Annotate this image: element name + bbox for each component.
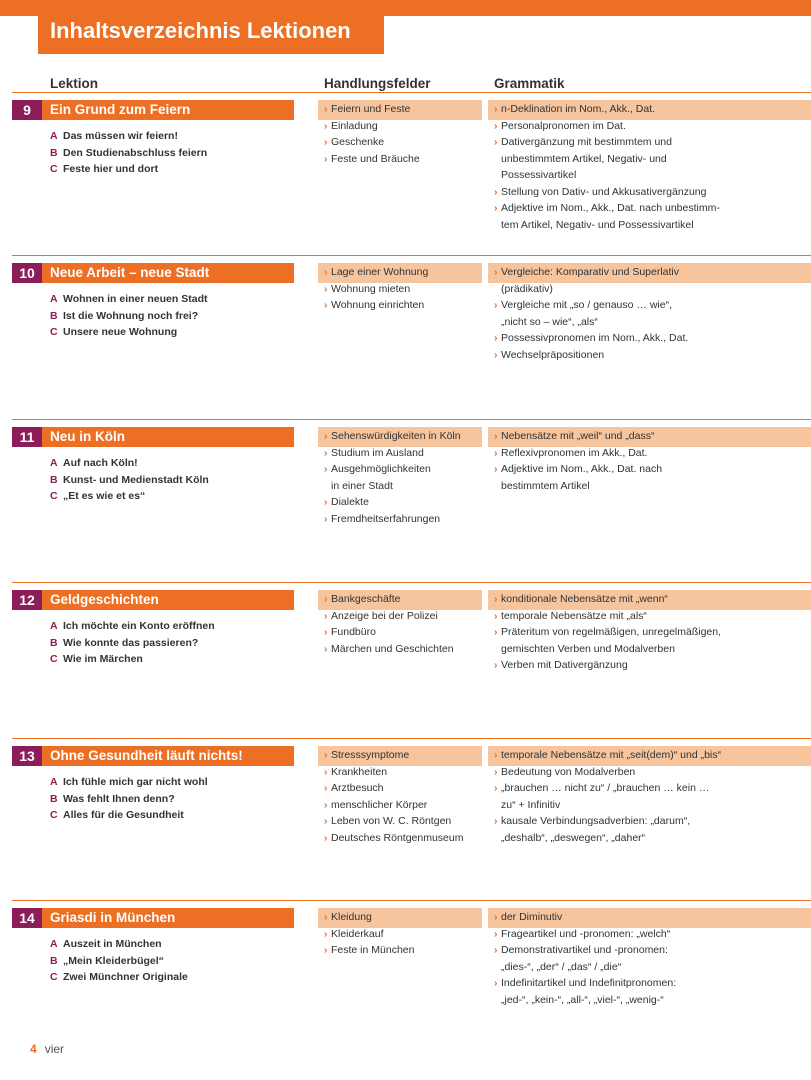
subtopic — [50, 161, 312, 178]
subtopic-letter: B — [50, 146, 58, 159]
bullet-arrow-icon: › — [324, 593, 328, 605]
subtopic — [50, 969, 312, 986]
grammatik-item-text: Demonstrativartikel und -pronomen: — [501, 944, 668, 956]
grammatik-item-text: kausale Verbindungsadverbien: „darum“, — [501, 815, 691, 827]
grammatik-list — [494, 909, 810, 1008]
section-divider — [12, 92, 811, 93]
column-header-handlungsfelder: Handlungsfelder — [324, 76, 431, 91]
grammatik-item — [494, 909, 810, 926]
subtopic-list — [50, 291, 312, 341]
lesson-title: Griasdi in München — [42, 908, 294, 928]
handlungsfelder-item — [324, 101, 489, 118]
bullet-arrow-icon: › — [494, 185, 498, 198]
subtopic-letter: B — [50, 309, 58, 322]
grammatik-item — [494, 151, 810, 168]
grammatik-item-text: „nicht so – wie“, „als“ — [501, 315, 598, 328]
handlungsfelder-item — [324, 830, 489, 847]
lesson-title: Geldgeschichten — [42, 590, 294, 610]
handlungsfelder-item — [324, 608, 489, 625]
subtopic-text: Ist die Wohnung noch frei? — [63, 309, 199, 322]
grammatik-item — [494, 134, 810, 151]
bullet-arrow-icon: › — [324, 266, 328, 278]
subtopic — [50, 455, 312, 472]
subtopic — [50, 324, 312, 341]
handlungsfelder-item-text: Feiern und Feste — [331, 103, 411, 115]
subtopic — [50, 791, 312, 808]
subtopic — [50, 291, 312, 308]
grammatik-item-text: „deshalb“, „deswegen“, „daher“ — [501, 831, 646, 844]
grammatik-item — [494, 428, 810, 445]
grammatik-item-text: Vergleiche: Komparativ und Superlativ — [501, 266, 680, 278]
subtopic — [50, 635, 312, 652]
subtopic-list — [50, 618, 312, 668]
handlungsfelder-item — [324, 428, 489, 445]
subtopic-text: Auf nach Köln! — [63, 457, 138, 469]
grammatik-item — [494, 445, 810, 462]
bullet-arrow-icon: › — [324, 430, 328, 442]
handlungsfelder-item — [324, 926, 489, 943]
handlungsfelder-item — [324, 264, 489, 281]
grammatik-item-text: Possessivartikel — [501, 169, 577, 181]
handlungsfelder-item — [324, 813, 489, 830]
subtopic-letter: A — [50, 293, 58, 305]
handlungsfelder-item — [324, 764, 489, 781]
subtopic-text: Auszeit in München — [63, 938, 162, 950]
subtopic-letter: B — [50, 636, 58, 649]
bullet-arrow-icon: › — [324, 512, 328, 525]
handlungsfelder-item — [324, 297, 489, 314]
grammatik-item — [494, 608, 810, 625]
lesson-number: 14 — [12, 908, 42, 928]
bullet-arrow-icon: › — [494, 136, 498, 148]
subtopic — [50, 807, 312, 824]
lesson-number: 12 — [12, 590, 42, 610]
grammatik-item — [494, 217, 810, 234]
bullet-arrow-icon: › — [494, 103, 498, 115]
bullet-arrow-icon: › — [494, 430, 498, 442]
grammatik-item — [494, 780, 810, 797]
handlungsfelder-item-text: Leben von W. C. Röntgen — [331, 815, 452, 827]
grammatik-item — [494, 461, 810, 478]
bullet-arrow-icon: › — [494, 626, 498, 638]
lesson-number: 13 — [12, 746, 42, 766]
grammatik-item-text: „brauchen … nicht zu“ / „brauchen … kein … — [501, 782, 710, 794]
handlungsfelder-item-text: Bankgeschäfte — [331, 593, 401, 605]
bullet-arrow-icon: › — [324, 282, 328, 295]
subtopic-text: Den Studienabschluss feiern — [63, 146, 208, 159]
subtopic-text: Unsere neue Wohnung — [63, 326, 178, 338]
handlungsfelder-item — [324, 511, 489, 528]
grammatik-item — [494, 830, 810, 847]
handlungsfelder-item — [324, 461, 489, 478]
subtopic-text: Ich fühle mich gar nicht wohl — [63, 776, 208, 788]
handlungsfelder-list — [324, 747, 489, 846]
grammatik-item-text: Frageartikel und -pronomen: „welch“ — [501, 927, 671, 940]
subtopic — [50, 618, 312, 635]
subtopic-text: Ich möchte ein Konto eröffnen — [63, 620, 215, 632]
subtopic-letter: B — [50, 954, 58, 967]
grammatik-item-text: Verben mit Dativergänzung — [501, 659, 628, 671]
subtopic-list — [50, 774, 312, 824]
grammatik-item — [494, 167, 810, 184]
subtopic-list — [50, 936, 312, 986]
handlungsfelder-item-text: Wohnung mieten — [331, 282, 411, 295]
subtopic-list — [50, 455, 312, 505]
grammatik-item-text: Personalpronomen im Dat. — [501, 119, 626, 132]
handlungsfelder-item — [324, 118, 489, 135]
grammatik-item-text: Wechselpräpositionen — [501, 348, 605, 361]
grammatik-item-text: n-Deklination im Nom., Akk., Dat. — [501, 103, 656, 115]
grammatik-item-text: Adjektive im Nom., Akk., Dat. nach — [501, 463, 663, 475]
bullet-arrow-icon: › — [324, 463, 328, 475]
column-header-grammatik: Grammatik — [494, 76, 565, 91]
grammatik-item — [494, 281, 810, 298]
grammatik-item-text: „dies-“, „der“ / „das“ / „die“ — [501, 960, 622, 973]
subtopic-text: Feste hier und dort — [63, 163, 159, 175]
subtopic-letter: A — [50, 620, 58, 632]
bullet-arrow-icon: › — [324, 446, 328, 459]
bullet-arrow-icon: › — [324, 103, 328, 115]
grammatik-list — [494, 264, 810, 363]
handlungsfelder-item — [324, 780, 489, 797]
subtopic-text: Wohnen in einer neuen Stadt — [63, 293, 208, 305]
grammatik-item-text: tem Artikel, Negativ- und Possessivartikel — [501, 218, 694, 231]
bullet-arrow-icon: › — [324, 496, 328, 508]
handlungsfelder-list — [324, 591, 489, 657]
handlungsfelder-item — [324, 641, 489, 658]
grammatik-item — [494, 764, 810, 781]
bullet-arrow-icon: › — [494, 609, 498, 622]
bullet-arrow-icon: › — [324, 299, 328, 311]
handlungsfelder-item-text: Märchen und Geschichten — [331, 642, 454, 655]
subtopic — [50, 128, 312, 145]
bullet-arrow-icon: › — [494, 659, 498, 671]
handlungsfelder-item — [324, 478, 489, 495]
handlungsfelder-item — [324, 747, 489, 764]
section-divider — [12, 419, 811, 420]
handlungsfelder-list — [324, 264, 489, 314]
handlungsfelder-item-text: Wohnung einrichten — [331, 299, 425, 311]
grammatik-item-text: (prädikativ) — [501, 282, 553, 295]
handlungsfelder-item-text: Einladung — [331, 119, 378, 132]
bullet-arrow-icon: › — [324, 765, 328, 778]
handlungsfelder-item-text: Krankheiten — [331, 765, 388, 778]
bullet-arrow-icon: › — [324, 831, 328, 844]
grammatik-list — [494, 101, 810, 233]
subtopic-letter: C — [50, 163, 58, 175]
grammatik-item-text: Possessivpronomen im Nom., Akk., Dat. — [501, 332, 689, 344]
subtopic — [50, 936, 312, 953]
grammatik-item — [494, 264, 810, 281]
grammatik-item — [494, 314, 810, 331]
bullet-arrow-icon: › — [324, 911, 328, 923]
grammatik-item — [494, 813, 810, 830]
grammatik-item-text: Präteritum von regelmäßigen, unregelmäßigen, — [501, 626, 722, 638]
bullet-arrow-icon: › — [324, 782, 328, 794]
handlungsfelder-item-text: menschlicher Körper — [331, 798, 428, 811]
subtopic-text: Was fehlt Ihnen denn? — [63, 792, 175, 805]
handlungsfelder-item-text: Arztbesuch — [331, 782, 384, 794]
handlungsfelder-item — [324, 134, 489, 151]
subtopic-text: Wie im Märchen — [63, 653, 143, 665]
bullet-arrow-icon: › — [494, 765, 498, 778]
handlungsfelder-item — [324, 797, 489, 814]
grammatik-list — [494, 428, 810, 494]
page-word: vier — [44, 1042, 65, 1056]
grammatik-item — [494, 641, 810, 658]
handlungsfelder-item — [324, 909, 489, 926]
subtopic-letter: C — [50, 653, 58, 665]
handlungsfelder-item-text: Studium im Ausland — [331, 446, 424, 459]
subtopic-letter: A — [50, 938, 58, 950]
handlungsfelder-item — [324, 281, 489, 298]
bullet-arrow-icon: › — [494, 927, 498, 940]
grammatik-item-text: der Diminutiv — [501, 911, 563, 923]
grammatik-item-text: Vergleiche mit „so / genauso … wie“, — [501, 299, 672, 311]
bullet-arrow-icon: › — [324, 119, 328, 132]
section-divider — [12, 255, 811, 256]
grammatik-item — [494, 797, 810, 814]
grammatik-item-text: Reflexivpronomen im Akk., Dat. — [501, 446, 648, 459]
grammatik-item — [494, 478, 810, 495]
subtopic-letter: B — [50, 473, 58, 486]
grammatik-item — [494, 297, 810, 314]
handlungsfelder-item — [324, 591, 489, 608]
grammatik-item-text: „jed-“, „kein-“, „all-“, „viel-“, „wenig-“ — [501, 993, 664, 1006]
bullet-arrow-icon: › — [324, 815, 328, 827]
subtopic-letter: A — [50, 130, 58, 142]
handlungsfelder-item-text: in einer Stadt — [331, 479, 393, 492]
subtopic-text: Kunst- und Medienstadt Köln — [63, 473, 209, 486]
grammatik-item — [494, 926, 810, 943]
grammatik-item — [494, 975, 810, 992]
bullet-arrow-icon: › — [494, 815, 498, 827]
subtopic-letter: C — [50, 326, 58, 338]
bullet-arrow-icon: › — [324, 609, 328, 622]
section-divider — [12, 738, 811, 739]
grammatik-item — [494, 992, 810, 1009]
subtopic-letter: B — [50, 792, 58, 805]
bullet-arrow-icon: › — [494, 446, 498, 459]
bullet-arrow-icon: › — [324, 798, 328, 811]
handlungsfelder-item-text: Kleiderkauf — [331, 927, 384, 940]
subtopic — [50, 488, 312, 505]
handlungsfelder-list — [324, 428, 489, 527]
grammatik-item-text: temporale Nebensätze mit „seit(dem)“ und „bis“ — [501, 749, 721, 761]
bullet-arrow-icon: › — [494, 977, 498, 989]
grammatik-item-text: Dativergänzung mit bestimmtem und — [501, 136, 672, 148]
grammatik-item — [494, 118, 810, 135]
lesson-number: 10 — [12, 263, 42, 283]
section-divider — [12, 582, 811, 583]
grammatik-item-text: Nebensätze mit „weil“ und „dass“ — [501, 430, 655, 442]
subtopic-letter: A — [50, 457, 58, 469]
grammatik-item — [494, 101, 810, 118]
lesson-title: Ein Grund zum Feiern — [42, 100, 294, 120]
subtopic — [50, 472, 312, 489]
grammatik-item-text: Stellung von Dativ- und Akkusativergänzung — [501, 185, 707, 198]
page-footer — [30, 1042, 64, 1056]
bullet-arrow-icon: › — [494, 749, 498, 761]
bullet-arrow-icon: › — [494, 119, 498, 132]
handlungsfelder-item — [324, 494, 489, 511]
handlungsfelder-item-text: Deutsches Röntgenmuseum — [331, 831, 464, 844]
grammatik-item-text: gemischten Verben und Modalverben — [501, 642, 675, 655]
bullet-arrow-icon: › — [324, 944, 328, 956]
grammatik-item — [494, 657, 810, 674]
section-divider — [12, 900, 811, 901]
column-header-lektion: Lektion — [50, 76, 99, 91]
handlungsfelder-item-text: Stresssymptome — [331, 749, 410, 761]
bullet-arrow-icon: › — [324, 626, 328, 638]
grammatik-item — [494, 959, 810, 976]
handlungsfelder-item-text: Feste in München — [331, 944, 415, 956]
grammatik-item — [494, 184, 810, 201]
handlungsfelder-list — [324, 909, 489, 959]
handlungsfelder-item — [324, 151, 489, 168]
lesson-number: 11 — [12, 427, 42, 447]
handlungsfelder-item-text: Kleidung — [331, 911, 372, 923]
subtopic — [50, 953, 312, 970]
grammatik-item — [494, 942, 810, 959]
subtopic-list — [50, 128, 312, 178]
lesson-title: Neue Arbeit – neue Stadt — [42, 263, 294, 283]
grammatik-item — [494, 747, 810, 764]
handlungsfelder-item — [324, 942, 489, 959]
handlungsfelder-item-text: Feste und Bräuche — [331, 152, 420, 165]
bullet-arrow-icon: › — [494, 299, 498, 311]
grammatik-item — [494, 591, 810, 608]
handlungsfelder-item — [324, 445, 489, 462]
bullet-arrow-icon: › — [494, 463, 498, 475]
subtopic-text: Wie konnte das passieren? — [63, 636, 199, 649]
handlungsfelder-item — [324, 624, 489, 641]
grammatik-list — [494, 747, 810, 846]
handlungsfelder-item-text: Fremdheitserfahrungen — [331, 512, 441, 525]
bullet-arrow-icon: › — [494, 944, 498, 956]
handlungsfelder-item-text: Lage einer Wohnung — [331, 266, 429, 278]
handlungsfelder-item-text: Ausgehmöglichkeiten — [331, 463, 431, 475]
bullet-arrow-icon: › — [324, 136, 328, 148]
subtopic-letter: C — [50, 809, 58, 821]
grammatik-list — [494, 591, 810, 674]
subtopic-text: Das müssen wir feiern! — [63, 130, 178, 142]
grammatik-item-text: Indefinitartikel und Indefinitpronomen: — [501, 977, 677, 989]
grammatik-item — [494, 624, 810, 641]
handlungsfelder-item-text: Dialekte — [331, 496, 369, 508]
grammatik-item-text: Adjektive im Nom., Akk., Dat. nach unbestimm- — [501, 202, 720, 214]
subtopic-text: Alles für die Gesundheit — [63, 809, 184, 821]
subtopic-letter: C — [50, 971, 58, 983]
subtopic-text: „Et es wie et es“ — [63, 490, 146, 502]
handlungsfelder-item-text: Fundbüro — [331, 626, 376, 638]
subtopic — [50, 774, 312, 791]
subtopic — [50, 651, 312, 668]
subtopic-letter: C — [50, 490, 58, 502]
lesson-title: Ohne Gesundheit läuft nichts! — [42, 746, 294, 766]
handlungsfelder-item-text: Anzeige bei der Polizei — [331, 609, 438, 622]
grammatik-item-text: unbestimmtem Artikel, Negativ- und — [501, 152, 667, 165]
grammatik-item-text: temporale Nebensätze mit „als“ — [501, 609, 647, 622]
bullet-arrow-icon: › — [324, 749, 328, 761]
grammatik-item — [494, 200, 810, 217]
bullet-arrow-icon: › — [324, 152, 328, 165]
handlungsfelder-list — [324, 101, 489, 167]
bullet-arrow-icon: › — [324, 927, 328, 940]
subtopic-text: Zwei Münchner Originale — [63, 971, 188, 983]
subtopic — [50, 145, 312, 162]
page-title: Inhaltsverzeichnis Lektionen — [38, 0, 384, 54]
bullet-arrow-icon: › — [494, 782, 498, 794]
grammatik-item — [494, 347, 810, 364]
lesson-title: Neu in Köln — [42, 427, 294, 447]
grammatik-item — [494, 330, 810, 347]
bullet-arrow-icon: › — [494, 348, 498, 361]
subtopic-letter: A — [50, 776, 58, 788]
grammatik-item-text: konditionale Nebensätze mit „wenn“ — [501, 593, 668, 605]
bullet-arrow-icon: › — [494, 332, 498, 344]
subtopic-text: „Mein Kleiderbügel“ — [63, 954, 164, 967]
subtopic — [50, 308, 312, 325]
grammatik-item-text: Bedeutung von Modalverben — [501, 765, 636, 778]
page-number: 4 — [30, 1042, 37, 1056]
bullet-arrow-icon: › — [494, 266, 498, 278]
handlungsfelder-item-text: Sehenswürdigkeiten in Köln — [331, 430, 461, 442]
handlungsfelder-item-text: Geschenke — [331, 136, 385, 148]
lesson-number: 9 — [12, 100, 42, 120]
bullet-arrow-icon: › — [494, 593, 498, 605]
grammatik-item-text: zu“ + Infinitiv — [501, 798, 561, 811]
bullet-arrow-icon: › — [494, 202, 498, 214]
bullet-arrow-icon: › — [494, 911, 498, 923]
bullet-arrow-icon: › — [324, 642, 328, 655]
grammatik-item-text: bestimmtem Artikel — [501, 479, 590, 492]
